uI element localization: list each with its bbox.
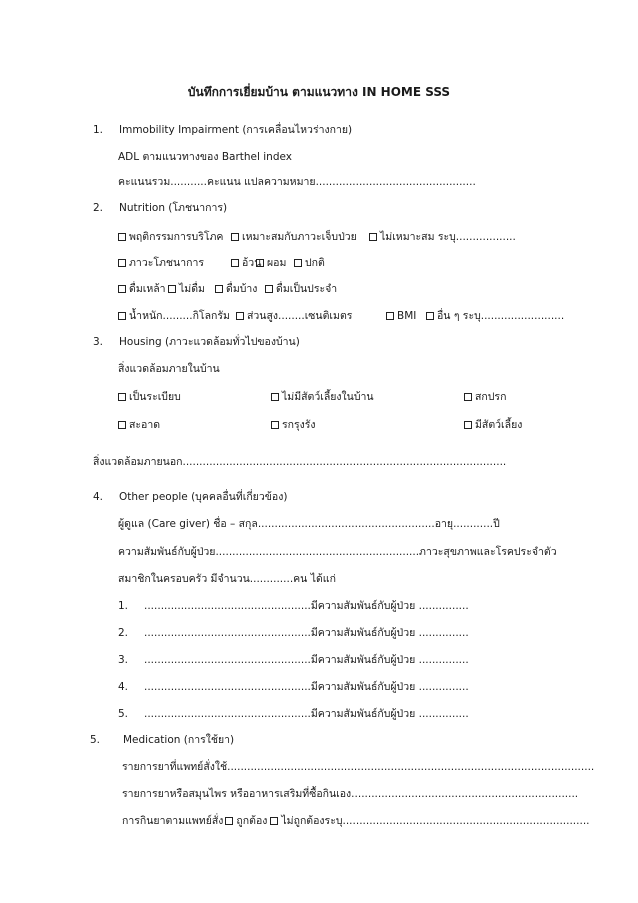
list-item-text: ..................................................มีความสัมพันธ์กับผู้ป่วย ............... [144, 681, 469, 693]
checkbox-drink-sometimes[interactable] [215, 285, 223, 293]
alcohol-row [118, 282, 338, 296]
checkbox-dirty[interactable] [464, 393, 472, 401]
list-item [118, 653, 469, 667]
list-item-text: ..................................................มีความสัมพันธ์กับผู้ป่วย ............... [144, 600, 469, 612]
checkbox-clean[interactable] [118, 421, 126, 429]
compliance-label: การกินยาตามแพทย์สั่ง [122, 815, 224, 827]
checkbox-correct[interactable] [225, 817, 233, 825]
list-item [118, 707, 469, 721]
section-3-heading [93, 335, 300, 349]
list-item-number: 1. [118, 600, 129, 612]
list-item-number: 3. [118, 654, 129, 666]
messy-label: รกรุงรัง [282, 419, 316, 431]
section-number: 3. [93, 336, 104, 348]
dirty-label: สกปรก [475, 391, 507, 403]
checkbox-weight[interactable] [118, 312, 126, 320]
family-members-line: สมาชิกในครอบครัว มีจำนวน.............คน ได้แก่ [118, 573, 336, 585]
herbal-drugs-line: รายการยาหรือสมุนไพร หรืออาหารเสริมที่ซื้อกินเอง.................................................................... [122, 788, 579, 800]
correct-label: ถูกต้อง [236, 815, 268, 827]
section-title: Medication (การใช้ยา) [123, 734, 235, 746]
section-number: 1. [93, 124, 104, 136]
checkbox-thin[interactable] [256, 259, 264, 267]
bmi-label: BMI [397, 310, 417, 322]
score-line: คะแนนรวม...........คะแนน แปลความหมาย................................................ [118, 176, 476, 188]
drink-regularly-label: ดื่มเป็นประจำ [276, 283, 338, 295]
drinks-alcohol-label: ดื่มเหล้า [129, 283, 166, 295]
section-number: 2. [93, 202, 104, 214]
behavior-label: พฤติกรรมการบริโภค [129, 231, 224, 243]
list-item-text: ..................................................มีความสัมพันธ์กับผู้ป่วย ............... [144, 627, 469, 639]
checkbox-inappropriate[interactable] [369, 233, 377, 241]
inside-environment-label: สิ่งแวดล้อมภายในบ้าน [118, 363, 220, 375]
checkbox-nutrition-status[interactable] [118, 259, 126, 267]
caregiver-line: ผู้ดูแล (Care giver) ชื่อ – สกุล.....................................................อายุ............ปี [118, 518, 500, 530]
section-number: 5. [90, 734, 101, 746]
checkbox-fat[interactable] [231, 259, 239, 267]
list-item-number: 4. [118, 681, 129, 693]
section-title: Other people (บุคคลอื่นที่เกี่ยวข้อง) [119, 491, 288, 503]
checkbox-no-pets[interactable] [271, 393, 279, 401]
consumption-row [118, 230, 516, 244]
tidy-label: เป็นระเบียบ [129, 391, 181, 403]
checkbox-tidy[interactable] [118, 393, 126, 401]
section-title: Immobility Impairment (การเคลื่อนไหวร่างกาย) [119, 124, 353, 136]
checkbox-messy[interactable] [271, 421, 279, 429]
fat-label: อ้วน [242, 257, 262, 269]
prescribed-drugs-line: รายการยาที่แพทย์สั่งใช้.............................................................................................................. [122, 761, 595, 773]
relationship-line: ความสัมพันธ์กับผู้ป่วย.............................................................ภาวะสุขภาพและโรคประจำตัว [118, 546, 557, 558]
checkbox-pets[interactable] [464, 421, 472, 429]
list-item-number: 5. [118, 708, 129, 720]
pets-label: มีสัตว์เลี้ยง [475, 419, 523, 431]
checkbox-behavior[interactable] [118, 233, 126, 241]
section-2-heading [93, 201, 227, 215]
appropriate-label: เหมาะสมกับภาวะเจ็บป่วย [242, 231, 357, 243]
checkbox-appropriate[interactable] [231, 233, 239, 241]
inside-row-2 [118, 418, 523, 432]
section-5-heading [90, 733, 234, 747]
section-1-heading [93, 123, 352, 137]
nutrition-status-label: ภาวะโภชนาการ [129, 257, 205, 269]
nutrition-status-row [118, 256, 325, 270]
drink-sometimes-label: ดื่มบ้าง [226, 283, 258, 295]
body-measure-row [118, 309, 565, 323]
section-number: 4. [93, 491, 104, 503]
weight-label: น้ำหนัก.........กิโลกรัม [129, 310, 230, 322]
checkbox-drinks-alcohol[interactable] [118, 285, 126, 293]
adl-line: ADL ตามแนวทางของ Barthel index [118, 151, 292, 163]
section-title: Housing (ภาวะแวดล้อมทั่วไปของบ้าน) [119, 336, 300, 348]
checkbox-incorrect[interactable] [270, 817, 278, 825]
checkbox-bmi[interactable] [386, 312, 394, 320]
height-label: ส่วนสูง........เซนติเมตร [247, 310, 353, 322]
section-title: Nutrition (โภชนาการ) [119, 202, 228, 214]
checkbox-no-drink[interactable] [168, 285, 176, 293]
inside-row-1 [118, 390, 507, 404]
normal-label: ปกติ [305, 257, 325, 269]
outside-environment-line: สิ่งแวดล้อมภายนอก................................................................................................. [93, 456, 507, 468]
checkbox-normal[interactable] [294, 259, 302, 267]
thin-label: ผอม [267, 257, 287, 269]
no-pets-label: ไม่มีสัตว์เลี้ยงในบ้าน [282, 391, 374, 403]
clean-label: สะอาด [129, 419, 161, 431]
list-item [118, 680, 469, 694]
list-item-text: ..................................................มีความสัมพันธ์กับผู้ป่วย ............... [144, 708, 469, 720]
other-label: อื่น ๆ ระบุ......................... [437, 310, 565, 322]
form-title: บันทึกการเยี่ยมบ้าน ตามแนวทาง IN HOME SSS [187, 85, 451, 99]
section-4-heading [93, 490, 287, 504]
list-item-text: ..................................................มีความสัมพันธ์กับผู้ป่วย ............... [144, 654, 469, 666]
no-drink-label: ไม่ดื่ม [179, 283, 205, 295]
list-item [118, 599, 469, 613]
checkbox-other[interactable] [426, 312, 434, 320]
incorrect-label: ไม่ถูกต้องระบุ.......................................................................... [281, 815, 590, 827]
checkbox-height[interactable] [236, 312, 244, 320]
inappropriate-label: ไม่เหมาะสม ระบุ.................. [380, 231, 516, 243]
checkbox-drink-regularly[interactable] [265, 285, 273, 293]
compliance-row [122, 814, 590, 828]
list-item-number: 2. [118, 627, 129, 639]
list-item [118, 626, 469, 640]
